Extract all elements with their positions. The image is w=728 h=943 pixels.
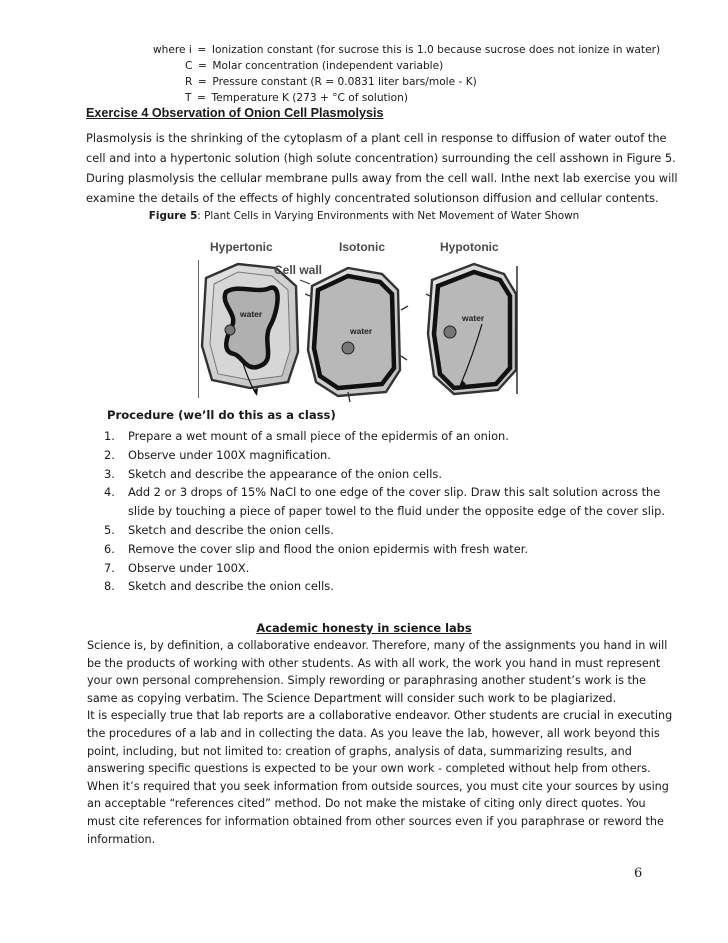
paragraph-line: cell and into a hypertonic solution (high solute concentration) surrounding the cell asshown in Figure 5. (86, 151, 676, 165)
procedure-step (104, 540, 664, 559)
variable-definition: Molar concentration (independent variable) (212, 60, 444, 72)
academic-line: be the products of working with other students. As with all work, the work you hand in must represent (87, 656, 661, 670)
step-number: 7. (104, 560, 115, 575)
water-label-isotonic: water (350, 326, 373, 336)
step-text: Sketch and describe the onion cells. (128, 579, 334, 594)
water-label-hypertonic: water (240, 309, 263, 319)
academic-line: When it’s required that you seek information from outside sources, you must cite your sources by using (87, 779, 669, 793)
exercise-heading: Exercise 4 Observation of Onion Cell Plasmolysis (86, 106, 384, 120)
water-label-hypotonic: water (462, 313, 485, 323)
variable-definition: Ionization constant (for sucrose this is 1.0 because sucrose does not ionize in water) (211, 44, 661, 56)
variable-symbol: R (185, 76, 193, 88)
figure-caption-text: : Plant Cells in Varying Environments with Net Movement of Water Shown (197, 210, 580, 222)
plant-cells-figure (198, 234, 528, 404)
variable-symbol: T (185, 92, 192, 104)
hypotonic-cell (426, 264, 517, 394)
figure-caption-label: Figure 5 (148, 210, 198, 222)
academic-line: point, including, but not limited to: creation of graphs, analysis of data, summarizing results, and (87, 744, 632, 758)
academic-line: an acceptable “references cited” method. Do not make the mistake of citing only direct quotes. You (87, 797, 646, 811)
procedure-step (104, 521, 664, 540)
hypertonic-label: Hypertonic (210, 240, 273, 254)
step-text: Remove the cover slip and flood the onion epidermis with fresh water. (128, 541, 529, 556)
paragraph-line: Plasmolysis is the shrinking of the cytoplasm of a plant cell in response to diffusion of water outof the (86, 131, 667, 145)
step-text: Sketch and describe the onion cells. (128, 522, 334, 537)
variable-row: C = Molar concentration (independent variable) (185, 60, 444, 72)
academic-line: must cite references for information obtained from other sources even if you paraphrase or reword the (87, 814, 664, 828)
paragraph-line: examine the details of the effects of highly concentrated solutionson diffusion and cellular contents. (86, 191, 659, 205)
procedure-title: Procedure (we’ll do this as a class) (107, 408, 336, 422)
where-prefix: where (153, 44, 186, 56)
step-text: Prepare a wet mount of a small piece of the epidermis of an onion. (128, 429, 509, 443)
procedure-step (104, 483, 664, 521)
isotonic-label: Isotonic (339, 240, 386, 254)
cell-wall-pointer (300, 280, 310, 284)
academic-line: the procedures of a lab and in collecting the data. As you leave the lab, however, all work beyond this (87, 726, 660, 740)
procedure-step (104, 427, 664, 446)
academic-honesty-heading (0, 621, 728, 635)
academic-honesty-heading-text: Academic honesty in science labs (256, 621, 472, 635)
procedure-step (104, 465, 664, 484)
academic-honesty-text (87, 637, 673, 848)
variable-row: where i = Ionization constant (for sucrose this is 1.0 because sucrose does not ionize in water) (153, 44, 661, 56)
step-number: 4. (104, 485, 115, 500)
step-text: Observe under 100X magnification. (128, 447, 331, 462)
academic-line: your own personal comprehension. Simply rewording or paraphrasing another student’s work is the (87, 674, 646, 688)
procedure-step (104, 577, 664, 596)
academic-line: information. (87, 832, 156, 846)
step-text: Sketch and describe the appearance of the onion cells. (128, 466, 442, 481)
step-number: 1. (104, 429, 115, 443)
step-number: 8. (104, 579, 115, 594)
academic-line: answering specific questions is expected to be your own work - completed without help from others. (87, 762, 651, 776)
variable-row: T = Temperature K (273 + °C of solution) (185, 92, 408, 104)
step-text: Observe under 100X. (128, 560, 250, 575)
procedure-steps (104, 427, 664, 596)
variable-symbol: i (188, 44, 192, 56)
variable-row: R = Pressure constant (R = 0.0831 liter bars/mole - K) (185, 76, 477, 88)
step-number: 6. (104, 541, 115, 556)
step-number: 3. (104, 466, 115, 481)
hypertonic-cell (198, 260, 298, 398)
step-text: Add 2 or 3 drops of 15% NaCl to one edge of the cover slip. Draw this salt solution across the (128, 485, 661, 500)
academic-line: same as copying verbatim. The Science Department will consider such work to be plagiarized. (87, 691, 617, 705)
variable-symbol: C (185, 60, 193, 72)
academic-line: Science is, by definition, a collaborative endeavor. Therefore, many of the assignments you hand in will (87, 639, 668, 652)
hypotonic-label: Hypotonic (440, 240, 499, 254)
academic-line: It is especially true that lab reports are a collaborative endeavor. Other students are crucial in executing (87, 709, 673, 723)
step-text-continued: slide by touching a piece of paper towel to the fluid under the opposite edge of the cover slip. (128, 504, 665, 519)
paragraph-line: During plasmolysis the cellular membrane pulls away from the cell wall. Inthe next lab exercise you will (86, 171, 678, 185)
variable-definition: Temperature K (273 + °C of solution) (211, 92, 408, 104)
plasmolysis-paragraph (86, 128, 678, 208)
cell-wall-label: Cell wall (274, 263, 323, 277)
procedure-step (104, 559, 664, 578)
page-number: 6 (634, 866, 643, 881)
variable-definition: Pressure constant (R = 0.0831 liter bars/mole - K) (212, 76, 477, 88)
step-number: 5. (104, 522, 115, 537)
procedure-step (104, 446, 664, 465)
step-number: 2. (104, 447, 115, 462)
figure-caption (0, 210, 728, 222)
